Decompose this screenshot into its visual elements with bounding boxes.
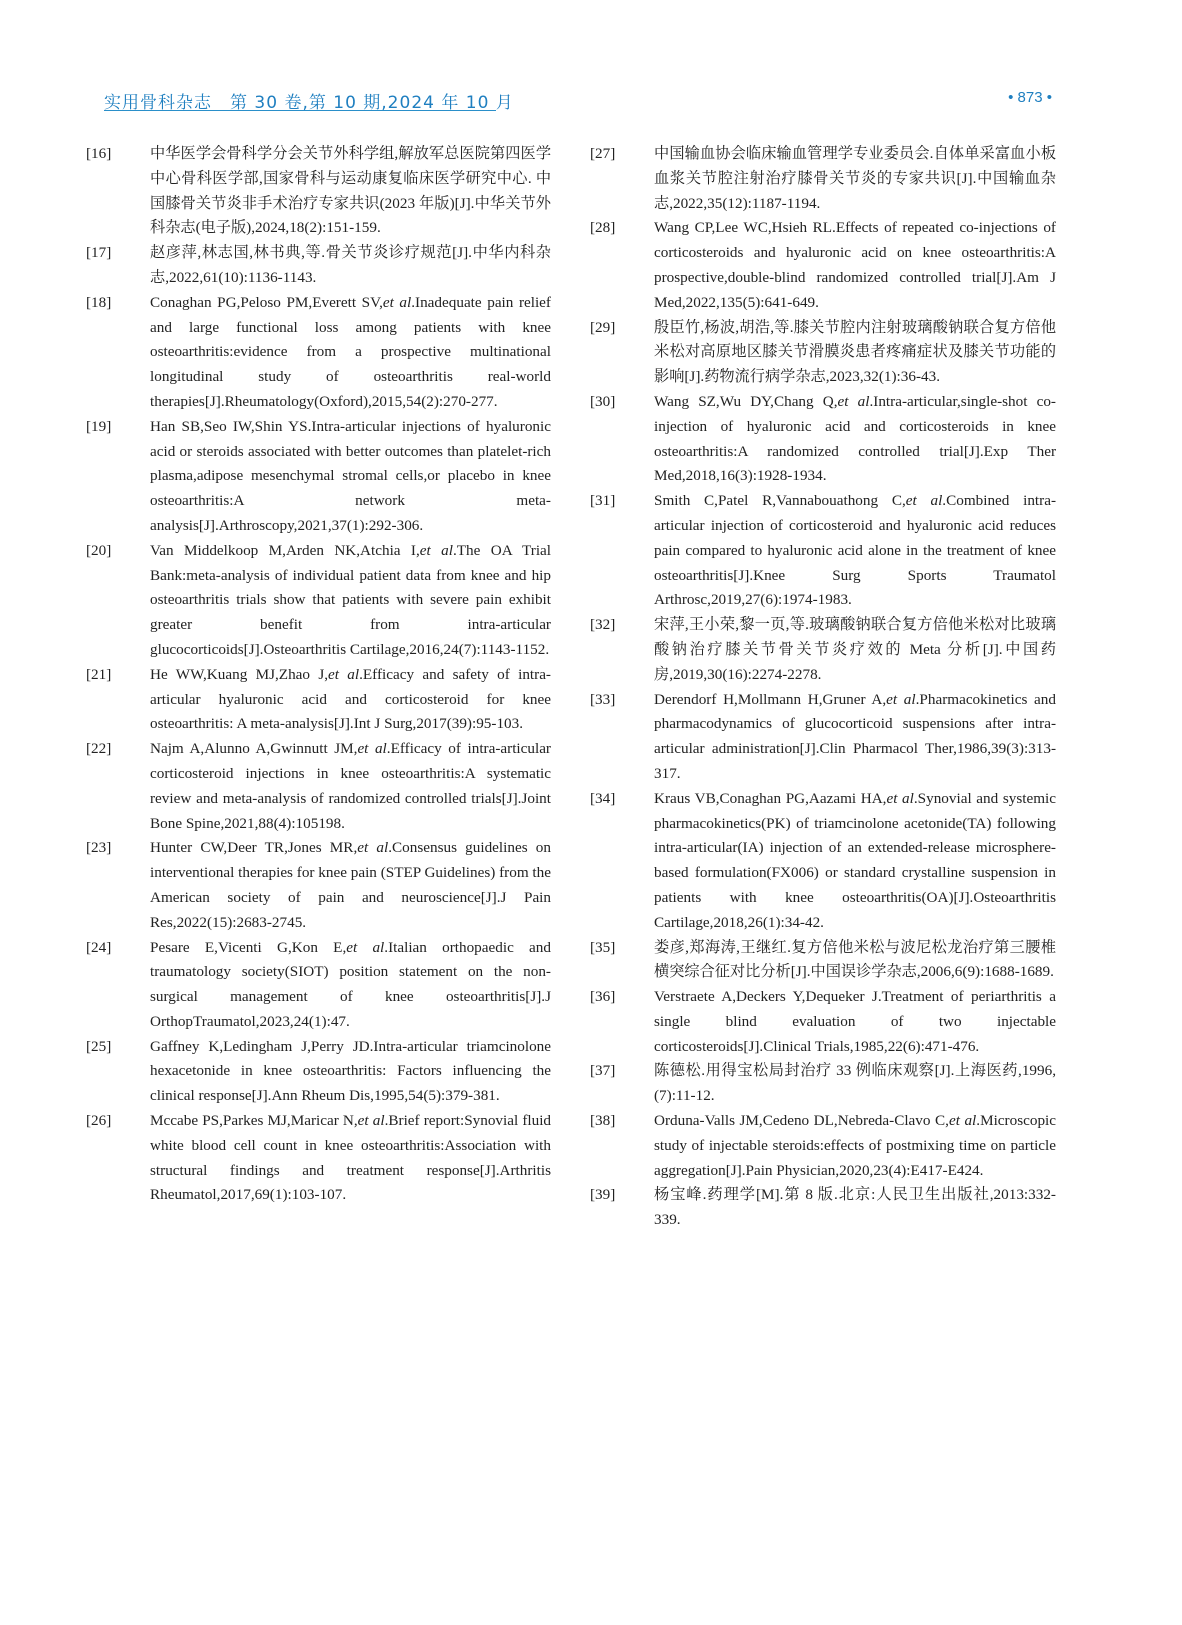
reference-entry	[590, 489, 1056, 613]
reference-text: 陈德松.用得宝松局封治疗 33 例临床观察[J].上海医药,1996,(7):11-12.	[654, 1062, 1056, 1105]
reference-entry	[590, 390, 1056, 489]
reference-text: Han SB,Seo IW,Shin YS.Intra-articular injections of hyaluronic acid or steroids associated with better outcomes than platelet-rich plasma,adipose mesenchymal stromal cells,or placebo in knee osteoarthritis:A network meta-analysis[J].Arthroscopy,2021,37(1):292-306.	[150, 417, 551, 534]
reference-entry	[590, 787, 1056, 936]
reference-entry	[86, 663, 551, 737]
reference-number: [16]	[86, 145, 112, 162]
reference-etal: et al	[357, 839, 389, 857]
reference-number: [19]	[86, 417, 112, 435]
reference-text: Wang SZ,Wu DY,Chang Q,	[654, 392, 838, 410]
reference-etal: et al	[905, 492, 943, 510]
reference-entry	[86, 241, 551, 291]
reference-etal: et al	[357, 1112, 385, 1130]
reference-entry	[86, 291, 551, 415]
reference-entry	[86, 936, 551, 1035]
reference-text: Gaffney K,Ledingham J,Perry JD.Intra-articular triamcinolone hexacetonide in knee osteoarthritis: Factors influencing the clinical response[J].Ann Rheum Dis,1995,54(5):379-381.	[150, 1037, 551, 1105]
reference-text-cont: .Microscopic study of injectable steroids:effects of postmixing time on particle aggregation[J].Pain Physician,2020,23(4):E417-E424.	[654, 1112, 1056, 1179]
reference-text-cont: .Intra-articular,single-shot co-injection of hyaluronic acid and corticosteroids in knee osteoarthritis:A randomized controlled trial[J].Exp Ther Med,2018,16(3):1928-1934.	[654, 392, 1056, 485]
reference-number: [24]	[86, 938, 112, 956]
reference-entry	[590, 613, 1056, 687]
reference-number: [36]	[590, 988, 616, 1006]
reference-text-cont: .Efficacy and safety of intra-articular hyaluronic acid and corticosteroid for knee osteoarthritis: A meta-analysis[J].Int J Surg,2017(39):95-103.	[150, 665, 551, 733]
reference-entry	[86, 539, 551, 663]
reference-number: [27]	[590, 145, 616, 162]
reference-text: 宋萍,王小荣,黎一页,等.玻璃酸钠联合复方倍他米松对比玻璃酸钠治疗膝关节骨关节炎疗效的 Meta 分析[J].中国药房,2019,30(16):2274-2278.	[654, 616, 1056, 683]
journal-title: 实用骨科杂志 第 30 卷,第 10 期,2024 年 10 月	[104, 93, 514, 113]
reference-number: [20]	[86, 541, 112, 559]
reference-number: [29]	[590, 318, 616, 336]
reference-entry	[86, 1035, 551, 1109]
reference-number: [17]	[86, 244, 112, 262]
reference-text: 杨宝峰.药理学[M].第 8 版.北京:人民卫生出版社,2013:332-339.	[654, 1186, 1056, 1229]
reference-text: Kraus VB,Conaghan PG,Aazami HA,	[654, 789, 887, 807]
reference-etal: et al	[346, 938, 385, 956]
reference-etal: et al	[886, 789, 914, 807]
reference-etal: et al	[948, 1112, 977, 1130]
reference-etal: et al	[382, 293, 412, 311]
reference-text: 娄彦,郑海涛,王继红.复方倍他米松与波尼松龙治疗第三腰椎横突综合征对比分析[J].中国误诊学杂志,2006,6(9):1688-1689.	[654, 938, 1056, 981]
reference-entry	[590, 1059, 1056, 1109]
page-number: • 873 •	[1008, 89, 1052, 106]
reference-text-cont: .Pharmacokinetics and pharmacodynamics of glucocorticoid suspensions after intra-articular administration[J].Clin Pharmacol Ther,1986,39(3):313-317.	[654, 690, 1056, 782]
reference-etal: et al	[328, 665, 360, 683]
reference-number: [34]	[590, 789, 616, 807]
reference-text-cont: .Synovial and systemic pharmacokinetics(PK) of triamcinolone acetonide(TA) following intra-articular(IA) injection of an extended-release microsphere-based formulation(FX006) or standard crystalline suspension in patients with knee osteoarthritis(OA)[J].Osteoarthritis Cartilage,2018,26(1):34-42.	[654, 789, 1056, 931]
reference-number: [31]	[590, 492, 616, 510]
reference-text-cont: .Combined intra-articular injection of corticosteroid and hyaluronic acid reduces pain compared to hyaluronic acid alone in the treatment of knee osteoarthritis[J].Knee Surg Sports Traumatol Arthrosc,2019,27(6):1974-1983.	[654, 492, 1057, 609]
reference-text-cont: .Consensus guidelines on interventional therapies for knee pain (STEP Guidelines) from the American society of pain and neuroscience[J].J Pain Res,2022(15):2683-2745.	[150, 839, 551, 931]
reference-number: [18]	[86, 293, 112, 311]
reference-entry	[86, 737, 551, 836]
reference-etal: et al	[357, 740, 387, 758]
reference-entry	[86, 415, 551, 539]
reference-text: Orduna-Valls JM,Cedeno DL,Nebreda-Clavo C,	[654, 1112, 949, 1130]
reference-text: Conaghan PG,Peloso PM,Everett SV,	[150, 293, 383, 311]
reference-text: Hunter CW,Deer TR,Jones MR,	[150, 839, 358, 857]
reference-text: Mccabe PS,Parkes MJ,Maricar N,	[150, 1112, 358, 1130]
reference-number: [21]	[86, 665, 112, 683]
reference-entry	[86, 142, 551, 241]
reference-etal: et al	[837, 392, 870, 410]
reference-text: Pesare E,Vicenti G,Kon E,	[150, 938, 347, 956]
reference-entry	[590, 985, 1056, 1059]
reference-number: [30]	[590, 392, 616, 410]
reference-number: [35]	[590, 938, 616, 956]
reference-text: 赵彦萍,林志国,林书典,等.骨关节炎诊疗规范[J].中华内科杂志,2022,61(10):1136-1143.	[150, 244, 551, 286]
reference-etal: et al	[886, 690, 916, 708]
reference-number: [33]	[590, 690, 616, 708]
reference-text-cont: .The OA Trial Bank:meta-analysis of individual patient data from knee and hip osteoarthritis trials show that patients with severe pain exhibit greater benefit from intra-articular glucocorticoids[J].Osteoarthritis Cartilage,2016,24(7):1143-1152.	[150, 541, 551, 658]
reference-text-cont: .Brief report:Synovial fluid white blood cell count in knee osteoarthritis:Association with structural findings and treatment response[J].Arthritis Rheumatol,2017,69(1):103-107.	[150, 1112, 552, 1204]
reference-text: Van Middelkoop M,Arden NK,Atchia I,	[150, 541, 420, 559]
reference-text: Verstraete A,Deckers Y,Dequeker J.Treatment of periarthritis a single blind evaluation of two injectable corticosteroids[J].Clinical Trials,1985,22(6):471-476.	[654, 988, 1056, 1055]
references-right-column	[590, 142, 1056, 1233]
reference-number: [28]	[590, 219, 616, 237]
reference-text: He WW,Kuang MJ,Zhao J,	[150, 665, 329, 683]
reference-entry	[86, 836, 551, 935]
reference-text-cont: .Inadequate pain relief and large functional loss among patients with knee osteoarthritis:evidence from a prospective multinational longitudinal study of osteoarthritis real-world therapies[J].Rheumatology(Oxford),2015,54(2):270-277.	[150, 293, 551, 410]
reference-text-cont: .Efficacy of intra-articular corticosteroid injections in knee osteoarthritis:A systematic review and meta-analysis of randomized controlled trials[J].Joint Bone Spine,2021,88(4):105198.	[150, 740, 551, 832]
reference-number: [22]	[86, 740, 112, 758]
reference-entry	[590, 1183, 1056, 1233]
reference-entry	[590, 316, 1056, 390]
reference-entry	[590, 688, 1056, 787]
reference-text: 中国输血协会临床输血管理学专业委员会.自体单采富血小板血浆关节腔注射治疗膝骨关节炎的专家共识[J].中国输血杂志,2022,35(12):1187-1194.	[654, 145, 1056, 212]
reference-number: [32]	[590, 616, 616, 634]
reference-number: [23]	[86, 839, 112, 857]
reference-number: [37]	[590, 1062, 616, 1080]
reference-number: [39]	[590, 1186, 616, 1204]
references-left-column	[86, 142, 551, 1208]
reference-number: [38]	[590, 1112, 616, 1130]
reference-number: [26]	[86, 1112, 112, 1130]
reference-text-cont: .Italian orthopaedic and traumatology society(SIOT) position statement on the non-surgical management of knee osteoarthritis[J].J OrthopTraumatol,2023,24(1):47.	[150, 938, 551, 1030]
reference-entry	[590, 142, 1056, 216]
reference-text: 中华医学会骨科学分会关节外科学组,解放军总医院第四医学中心骨科医学部,国家骨科与运动康复临床医学研究中心. 中国膝骨关节炎非手术治疗专家共识(2023 年版)[J].中华关节外科杂志(电子版),2024,18(2):151-159.	[150, 145, 551, 237]
reference-etal: et al	[419, 541, 453, 559]
reference-text: Wang CP,Lee WC,Hsieh RL.Effects of repeated co-injections of corticosteroids and hyaluronic acid on knee osteoarthritis:A prospective,double-blind randomized controlled trial[J].Am J Med,2022,135(5):641-649.	[654, 219, 1056, 311]
reference-text: 殷臣竹,杨波,胡浩,等.膝关节腔内注射玻璃酸钠联合复方倍他米松对高原地区膝关节滑膜炎患者疼痛症状及膝关节功能的影响[J].药物流行病学杂志,2023,32(1):36-43.	[654, 318, 1056, 386]
reference-entry	[590, 936, 1056, 986]
running-header	[104, 88, 514, 113]
reference-text: Smith C,Patel R,Vannabouathong C,	[654, 492, 906, 510]
reference-number: [25]	[86, 1037, 112, 1055]
reference-entry	[590, 216, 1056, 315]
reference-entry	[86, 1109, 551, 1208]
reference-text: Najm A,Alunno A,Gwinnutt JM,	[150, 740, 358, 758]
reference-entry	[590, 1109, 1056, 1183]
reference-text: Derendorf H,Mollmann H,Gruner A,	[654, 690, 887, 708]
